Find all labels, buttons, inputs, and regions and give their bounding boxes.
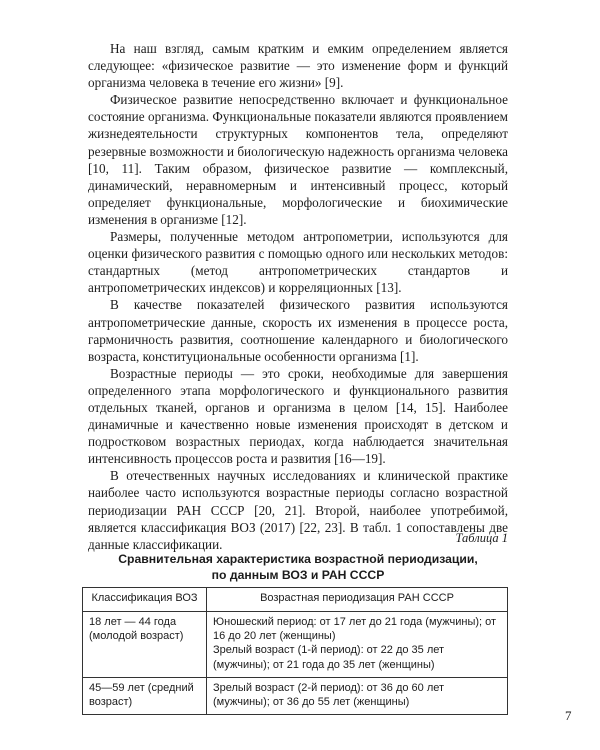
table-label: Таблица 1 [455,531,508,545]
paragraph: Размеры, полученные методом антропометрии, используются для оценки физического развития с помощью одного или нескольких методов: стандартных (метод антропометрических стандартов и антропометрических индексов) и корреляционных [13]. [88,229,508,296]
cell-who: 18 лет — 44 года (молодой возраст) [83,612,207,678]
table-header-row [83,588,508,612]
cell-ran [207,612,508,678]
header-who: Классификация ВОЗ [83,588,207,612]
table-title [88,552,508,583]
body-text [88,40,508,553]
table-row [83,677,508,714]
page-number: 7 [565,708,572,723]
cell-ran [207,677,508,714]
paragraph: В отечественных научных исследованиях и клинической практике наиболее часто используются возрастные периоды согласно возрастной периодизации РАН СССР [20, 21]. Второй, наиболее употребимой, является классификация ВОЗ (2017) [22, 23]. В табл. 1 сопоставлены две данные классификации. [88,468,508,552]
cell-who: 45—59 лет (средний возраст) [83,677,207,714]
header-ran: Возрастная периодизация РАН СССР [207,588,508,612]
cell-ran-line: Зрелый возраст (1-й период): от 22 до 35 лет (мужчины); от 21 года до 35 лет (женщины) [213,644,445,671]
paragraph: В качестве показателей физического развития используются антропометрические данные, скорость их изменения в процессе роста, гармоничность развития, соотношение календарного и биологического возраста, конституциональные особенности организма [1]. [88,297,508,364]
table-row [83,612,508,678]
cell-ran-line: Зрелый возраст (2-й период): от 36 до 60 лет (мужчины); от 36 до 55 лет (женщины) [213,681,445,709]
paragraph: Физическое развитие непосредственно включает и функциональное состояние организма. Функциональные показатели являются проявлением жизнедеятельности структурных компонентов тела, определяют резервные возможности и биологическую надежность организма человека [10, 11]. Таким образом, физическое развитие — комплексный, динамический, неравномерным и интенсивный процесс, который определяет функциональные, морфологические и биохимические изменения в организме [12]. [88,92,509,227]
paragraph: Возрастные периоды — это сроки, необходимые для завершения определенного этапа морфологического и функционального развития отдельных тканей, органов и организма в целом [14, 15]. Наиболее динамичные и качественно новые изменения происходят в детском и подростковом возрастных периодах, когда наблюдается значительная интенсивность процессов роста и развития [16—19]. [88,365,508,467]
comparison-table [82,587,508,715]
table-title-line-1: Сравнительная характеристика возрастной периодизации, [118,552,478,566]
table-title-line-2: по данным ВОЗ и РАН СССР [211,567,385,582]
cell-ran-line: Юношеский период: от 17 лет до 21 года (мужчины); от 16 до 20 лет (женщины) [213,616,497,643]
paragraph: На наш взгляд, самым кратким и емким определением является следующее: «физическое развитие — это изменение форм и функций организма человека в течение его жизни» [9]. [88,41,508,91]
